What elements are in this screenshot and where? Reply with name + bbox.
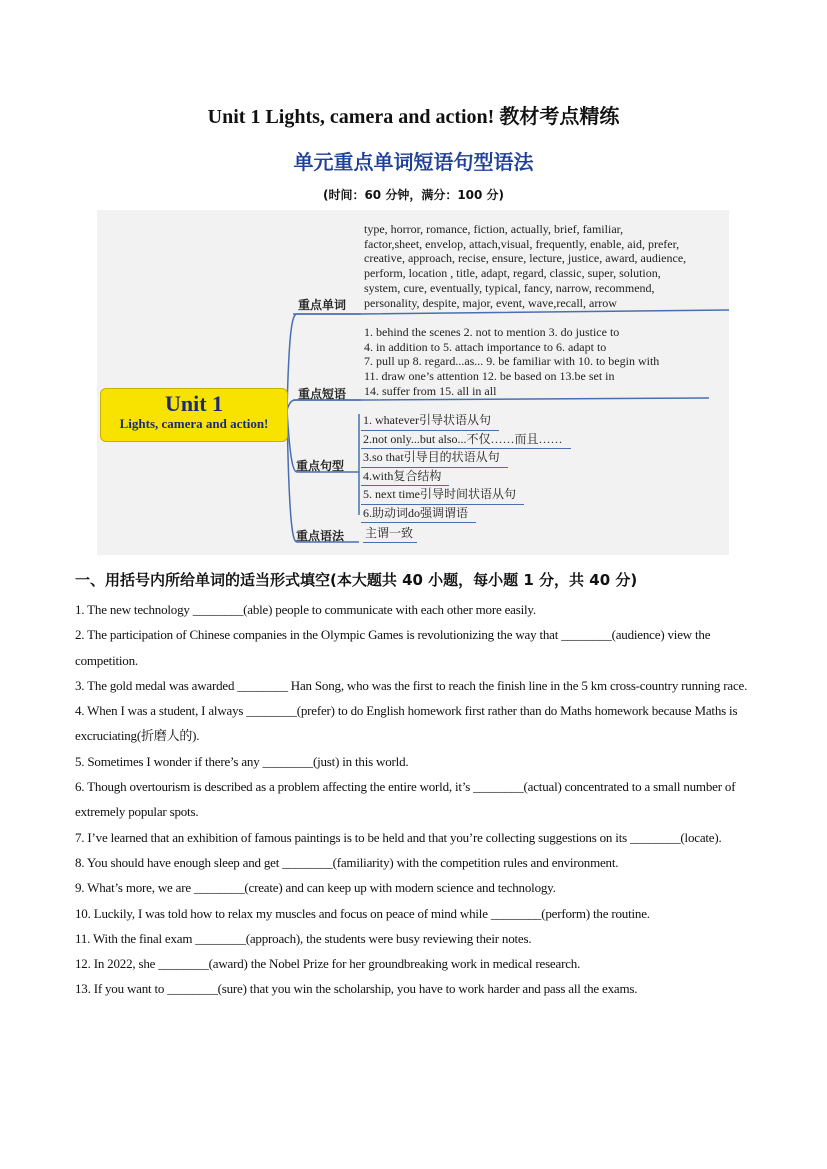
key-phrases-line: 1. behind the scenes 2. not to mention 3. do justice to: [364, 325, 620, 339]
question-item: 7. I’ve learned that an exhibition of famous paintings is to be held and that you’re collecting suggestions on its ________(locate).: [75, 829, 722, 845]
mind-map: [97, 210, 729, 555]
question-item: 1. The new technology ________(able) people to communicate with each other more easily.: [75, 602, 536, 617]
question-item: 11. With the final exam ________(approach), the students were busy reviewing their notes.: [75, 930, 532, 946]
question-item: 2. The participation of Chinese companies in the Olympic Games is revolutionizing the way that ________(audience) view the competition.: [75, 627, 711, 668]
branch-label-patterns: 重点句型: [296, 459, 345, 473]
question-item: 8. You should have enough sleep and get ________(familiarity) with the competition rules and environment.: [75, 854, 619, 870]
key-patterns-list: [361, 412, 571, 523]
key-phrases-line: 4. in addition to 5. attach importance to 6. adapt to: [364, 339, 607, 354]
key-phrases-line: 11. draw one’s attention 12. be based on 13.be set in: [364, 369, 615, 384]
page-subtitle: 单元重点单词短语句型语法: [293, 150, 534, 174]
question-list: [75, 597, 755, 1002]
pattern-item: 6.助动词do强调谓语: [361, 505, 476, 524]
question-item: 3. The gold medal was awarded ________ Han Song, who was the first to reach the finish line in the 5 km cross-country running race.: [75, 677, 748, 693]
question-item: 5. Sometimes I wonder if there’s any ________(just) in this world.: [75, 753, 409, 769]
key-words-line: perform, location , title, adapt, regard, classic, super, solution,: [364, 266, 661, 281]
center-title: Unit 1: [164, 391, 224, 416]
question-item: 4. When I was a student, I always ________(prefer) to do English homework first rather than do Maths homework because Maths is excruciating(折磨人的).: [75, 703, 738, 744]
key-words-list: [364, 222, 726, 310]
branch-label-grammar: 重点语法: [296, 529, 345, 543]
time-info: (时间：60 分钟，满分：100 分): [322, 188, 505, 202]
key-phrases-line: 7. pull up 8. regard...as... 9. be familiar with 10. to begin with: [364, 354, 660, 369]
pattern-item: 2.not only...but also...不仅……而且……: [361, 431, 571, 450]
key-phrases-list: [364, 325, 726, 399]
pattern-item: 4.with复合结构: [361, 468, 449, 487]
key-words-line: factor,sheet, envelop, attach,visual, frequently, enable, aid, prefer,: [364, 236, 680, 251]
page-title: Unit 1 Lights, camera and action! 教材考点精练: [207, 106, 620, 128]
key-words-line: system, cure, eventually, typical, fancy, narrow, recommend,: [364, 280, 655, 295]
question-item: 6. Though overtourism is described as a problem affecting the entire world, it’s ________(actual) concentrated to a small number of extremely popular spots.: [75, 779, 736, 820]
question-item: 9. What’s more, we are ________(create) and can keep up with modern science and technology.: [75, 880, 556, 896]
question-item: 10. Luckily, I was told how to relax my muscles and focus on peace of mind while ________(perform) the routine.: [75, 905, 650, 921]
key-words-line: personality, despite, major, event, wave,recall, arrow: [364, 295, 617, 310]
key-words-line: creative, approach, recise, ensure, lecture, justice, award, audience,: [364, 251, 687, 266]
pattern-item: 3.so that引导目的状语从句: [361, 449, 508, 468]
mind-map-center: [100, 388, 288, 442]
branch-label-phrases: 重点短语: [298, 387, 347, 401]
key-grammar: 主谓一致: [363, 524, 417, 543]
key-phrases-line: 14. suffer from 15. all in all: [364, 383, 497, 398]
pattern-item: 1. whatever引导状语从句: [361, 412, 499, 431]
key-words-line: type, horror, romance, fiction, actually, brief, familiar,: [364, 222, 624, 236]
branch-label-words: 重点单词: [298, 298, 347, 312]
center-subtitle: Lights, camera and action!: [119, 416, 269, 431]
question-item: 13. If you want to ________(sure) that you win the scholarship, you have to work harder and pass all the exams.: [75, 981, 638, 997]
question-item: 12. In 2022, she ________(award) the Nobel Prize for her groundbreaking work in medical research.: [75, 956, 581, 972]
pattern-item: 5. next time引导时间状语从句: [361, 486, 524, 505]
section-heading: 一、用括号内所给单词的适当形式填空(本大题共 40 小题，每小题 1 分，共 40 分): [75, 571, 638, 589]
